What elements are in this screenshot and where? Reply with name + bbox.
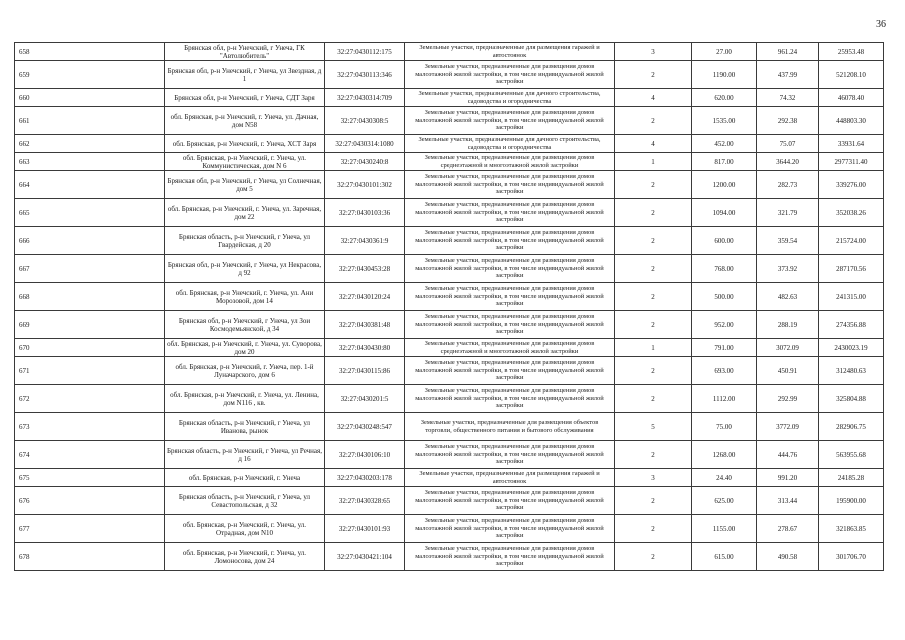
cadastral-number-cell: 32:27:0430308:5 — [325, 107, 405, 135]
record-number-cell: 673 — [15, 413, 165, 441]
table-body — [15, 43, 884, 571]
land-use-cell: Земельные участки, предназначенные для дачного строительства, садоводства и огородничества — [405, 135, 615, 153]
unit-value-cell: 292.99 — [757, 385, 819, 413]
group-cell: 2 — [615, 311, 692, 339]
address-cell: обл. Брянская, р-н Унечский, г. Унеча, ул. Суворова, дом 20 — [165, 339, 325, 357]
record-number-cell: 668 — [15, 283, 165, 311]
record-number-cell: 674 — [15, 441, 165, 469]
area-cell: 1155.00 — [692, 515, 757, 543]
table-row — [15, 89, 884, 107]
area-cell: 693.00 — [692, 357, 757, 385]
group-cell: 2 — [615, 107, 692, 135]
unit-value-cell: 482.63 — [757, 283, 819, 311]
area-cell: 768.00 — [692, 255, 757, 283]
group-cell: 2 — [615, 255, 692, 283]
address-cell: Брянская область, р-н Унечский, г Унеча, ул Иванова, рынок — [165, 413, 325, 441]
record-number-cell: 658 — [15, 43, 165, 61]
unit-value-cell: 74.32 — [757, 89, 819, 107]
land-use-cell: Земельные участки, предназначенные для размещения домов малоэтажной жилой застройки, в том числе индивидуальной жилой застройки — [405, 227, 615, 255]
cadastral-number-cell: 32:27:0430201:5 — [325, 385, 405, 413]
group-cell: 1 — [615, 153, 692, 171]
area-cell: 1268.00 — [692, 441, 757, 469]
group-cell: 5 — [615, 413, 692, 441]
area-cell: 1112.00 — [692, 385, 757, 413]
cadastral-number-cell: 32:27:0430314:709 — [325, 89, 405, 107]
record-number-cell: 662 — [15, 135, 165, 153]
land-use-cell: Земельные участки, предназначенные для размещения домов малоэтажной жилой застройки, в том числе индивидуальной жилой застройки — [405, 171, 615, 199]
record-number-cell: 678 — [15, 543, 165, 571]
group-cell: 2 — [615, 515, 692, 543]
cadastral-number-cell: 32:27:0430120:24 — [325, 283, 405, 311]
address-cell: обл. Брянская, р-н Унечский, г. Унеча, ул. Дачная, дом N58 — [165, 107, 325, 135]
land-use-cell: Земельные участки, предназначенные для размещения домов малоэтажной жилой застройки, в том числе индивидуальной жилой застройки — [405, 199, 615, 227]
cadastral-value-cell: 2430023.19 — [819, 339, 884, 357]
cadastral-value-cell: 321863.85 — [819, 515, 884, 543]
unit-value-cell: 292.38 — [757, 107, 819, 135]
area-cell: 500.00 — [692, 283, 757, 311]
record-number-cell: 659 — [15, 61, 165, 89]
cadastral-value-cell: 339276.00 — [819, 171, 884, 199]
cadastral-number-cell: 32:27:0430381:48 — [325, 311, 405, 339]
group-cell: 2 — [615, 171, 692, 199]
address-cell: обл. Брянская, р-н Унечский, г. Унеча, пер. 1-й Луначарского, дом 6 — [165, 357, 325, 385]
cadastral-number-cell: 32:27:0430430:80 — [325, 339, 405, 357]
table-row — [15, 357, 884, 385]
group-cell: 3 — [615, 469, 692, 487]
unit-value-cell: 437.99 — [757, 61, 819, 89]
group-cell: 4 — [615, 135, 692, 153]
land-use-cell: Земельные участки, предназначенные для размещения домов малоэтажной жилой застройки, в том числе индивидуальной жилой застройки — [405, 311, 615, 339]
table-row — [15, 255, 884, 283]
record-number-cell: 672 — [15, 385, 165, 413]
land-use-cell: Земельные участки, предназначенные для дачного строительства, садоводства и огородничества — [405, 89, 615, 107]
unit-value-cell: 3772.09 — [757, 413, 819, 441]
table-row — [15, 311, 884, 339]
address-cell: обл. Брянская, р-н Унечский, г. Унеча, ул. Ленина, дом N116 , кв. — [165, 385, 325, 413]
cadastral-value-cell: 46078.40 — [819, 89, 884, 107]
table-row — [15, 441, 884, 469]
unit-value-cell: 961.24 — [757, 43, 819, 61]
cadastral-value-cell: 287170.56 — [819, 255, 884, 283]
cadastral-value-cell: 33931.64 — [819, 135, 884, 153]
area-cell: 791.00 — [692, 339, 757, 357]
cadastral-value-cell: 312480.63 — [819, 357, 884, 385]
area-cell: 625.00 — [692, 487, 757, 515]
cadastral-value-cell: 301706.70 — [819, 543, 884, 571]
table-row — [15, 43, 884, 61]
unit-value-cell: 278.67 — [757, 515, 819, 543]
cadastral-value-cell: 448803.30 — [819, 107, 884, 135]
cadastral-value-cell: 25953.48 — [819, 43, 884, 61]
unit-value-cell: 288.19 — [757, 311, 819, 339]
land-use-cell: Земельные участки, предназначенные для размещения домов малоэтажной жилой застройки, в том числе индивидуальной жилой застройки — [405, 283, 615, 311]
record-number-cell: 664 — [15, 171, 165, 199]
cadastral-value-cell: 352038.26 — [819, 199, 884, 227]
record-number-cell: 663 — [15, 153, 165, 171]
group-cell: 4 — [615, 89, 692, 107]
table-row — [15, 227, 884, 255]
group-cell: 1 — [615, 339, 692, 357]
address-cell: Брянская обл, р-н Унечский, г Унеча, ул Солнечная, дом 5 — [165, 171, 325, 199]
land-use-cell: Земельные участки, предназначенные для размещения домов малоэтажной жилой застройки, в том числе индивидуальной жилой застройки — [405, 385, 615, 413]
cadastral-value-cell: 563955.68 — [819, 441, 884, 469]
cadastral-value-cell: 241315.00 — [819, 283, 884, 311]
cadastral-number-cell: 32:27:0430103:36 — [325, 199, 405, 227]
address-cell: обл. Брянская, р-н Унечский, г. Унеча, ул. Ани Морозовой, дом 14 — [165, 283, 325, 311]
unit-value-cell: 3072.09 — [757, 339, 819, 357]
cadastral-value-cell: 195900.00 — [819, 487, 884, 515]
table-row — [15, 153, 884, 171]
cadastral-number-cell: 32:27:0430248:547 — [325, 413, 405, 441]
cadastral-value-cell: 215724.00 — [819, 227, 884, 255]
cadastral-number-cell: 32:27:0430115:86 — [325, 357, 405, 385]
land-use-cell: Земельные участки, предназначенные для размещения домов малоэтажной жилой застройки, в том числе индивидуальной жилой застройки — [405, 441, 615, 469]
address-cell: Брянская обл, р-н Унечский, г Унеча, ул Зои Космодемьянской, д 34 — [165, 311, 325, 339]
record-number-cell: 665 — [15, 199, 165, 227]
cadastral-number-cell: 32:27:0430314:1080 — [325, 135, 405, 153]
group-cell: 2 — [615, 227, 692, 255]
table-row — [15, 135, 884, 153]
table-row — [15, 199, 884, 227]
land-use-cell: Земельные участки, предназначенные для размещения домов среднеэтажной и многоэтажной жилой застройки — [405, 339, 615, 357]
cadastral-number-cell: 32:27:0430361:9 — [325, 227, 405, 255]
area-cell: 952.00 — [692, 311, 757, 339]
group-cell: 2 — [615, 357, 692, 385]
cadastral-number-cell: 32:27:0430101:302 — [325, 171, 405, 199]
cadastral-number-cell: 32:27:0430453:28 — [325, 255, 405, 283]
unit-value-cell: 991.20 — [757, 469, 819, 487]
land-use-cell: Земельные участки, предназначенные для размещения объектов торговли, общественного питания и бытового обслуживания — [405, 413, 615, 441]
land-use-cell: Земельные участки, предназначенные для размещения домов малоэтажной жилой застройки, в том числе индивидуальной жилой застройки — [405, 487, 615, 515]
area-cell: 1535.00 — [692, 107, 757, 135]
cadastral-number-cell: 32:27:0430101:93 — [325, 515, 405, 543]
cadastral-value-cell: 274356.88 — [819, 311, 884, 339]
unit-value-cell: 282.73 — [757, 171, 819, 199]
unit-value-cell: 450.91 — [757, 357, 819, 385]
record-number-cell: 661 — [15, 107, 165, 135]
cadastral-value-cell: 521208.10 — [819, 61, 884, 89]
group-cell: 2 — [615, 487, 692, 515]
cadastral-value-cell: 2977311.40 — [819, 153, 884, 171]
area-cell: 1190.00 — [692, 61, 757, 89]
record-number-cell: 676 — [15, 487, 165, 515]
record-number-cell: 675 — [15, 469, 165, 487]
table-row — [15, 61, 884, 89]
record-number-cell: 660 — [15, 89, 165, 107]
area-cell: 1094.00 — [692, 199, 757, 227]
record-number-cell: 667 — [15, 255, 165, 283]
area-cell: 615.00 — [692, 543, 757, 571]
address-cell: обл. Брянская, р-н Унечский, г. Унеча, ул. Отрадная, дом N10 — [165, 515, 325, 543]
unit-value-cell: 313.44 — [757, 487, 819, 515]
table-row — [15, 487, 884, 515]
record-number-cell: 669 — [15, 311, 165, 339]
table-row — [15, 171, 884, 199]
record-number-cell: 666 — [15, 227, 165, 255]
area-cell: 75.00 — [692, 413, 757, 441]
land-use-cell: Земельные участки, предназначенные для размещения домов малоэтажной жилой застройки, в том числе индивидуальной жилой застройки — [405, 543, 615, 571]
record-number-cell: 670 — [15, 339, 165, 357]
unit-value-cell: 75.07 — [757, 135, 819, 153]
unit-value-cell: 321.79 — [757, 199, 819, 227]
land-use-cell: Земельные участки, предназначенные для размещения домов малоэтажной жилой застройки, в том числе индивидуальной жилой застройки — [405, 61, 615, 89]
address-cell: Брянская область, р-н Унечский, г Унеча, ул Речная, д 16 — [165, 441, 325, 469]
address-cell: Брянская обл, р-н Унечский, г Унеча, ГК "Автолюбитель" — [165, 43, 325, 61]
table-row — [15, 543, 884, 571]
area-cell: 600.00 — [692, 227, 757, 255]
group-cell: 2 — [615, 61, 692, 89]
cadastral-number-cell: 32:27:0430112:175 — [325, 43, 405, 61]
cadastral-value-cell: 24185.28 — [819, 469, 884, 487]
group-cell: 2 — [615, 199, 692, 227]
cadastral-value-cell: 325804.88 — [819, 385, 884, 413]
table-row — [15, 385, 884, 413]
address-cell: Брянская область, р-н Унечский, г Унеча, ул Севастопольская, д 32 — [165, 487, 325, 515]
address-cell: обл. Брянская, р-н Унечский, г. Унеча, ХСТ Заря — [165, 135, 325, 153]
cadastral-number-cell: 32:27:0430113:346 — [325, 61, 405, 89]
record-number-cell: 677 — [15, 515, 165, 543]
address-cell: обл. Брянская, р-н Унечский, г. Унеча, ул. Коммунистическая, дом N 6 — [165, 153, 325, 171]
area-cell: 1200.00 — [692, 171, 757, 199]
group-cell: 2 — [615, 441, 692, 469]
page-number: 36 — [876, 19, 886, 30]
table-row — [15, 107, 884, 135]
address-cell: обл. Брянская, р-н Унечский, г. Унеча — [165, 469, 325, 487]
area-cell: 27.00 — [692, 43, 757, 61]
cadastral-value-cell: 282906.75 — [819, 413, 884, 441]
table-row — [15, 469, 884, 487]
group-cell: 3 — [615, 43, 692, 61]
group-cell: 2 — [615, 543, 692, 571]
area-cell: 620.00 — [692, 89, 757, 107]
land-use-cell: Земельные участки, предназначенные для размещения домов среднеэтажной и многоэтажной жилой застройки — [405, 153, 615, 171]
land-use-cell: Земельные участки, предназначенные для размещения домов малоэтажной жилой застройки, в том числе индивидуальной жилой застройки — [405, 515, 615, 543]
land-use-cell: Земельные участки, предназначенные для размещения гаражей и автостоянок — [405, 469, 615, 487]
unit-value-cell: 373.92 — [757, 255, 819, 283]
unit-value-cell: 3644.20 — [757, 153, 819, 171]
land-use-cell: Земельные участки, предназначенные для размещения домов малоэтажной жилой застройки, в том числе индивидуальной жилой застройки — [405, 255, 615, 283]
table-row — [15, 515, 884, 543]
unit-value-cell: 444.76 — [757, 441, 819, 469]
land-use-cell: Земельные участки, предназначенные для размещения домов малоэтажной жилой застройки, в том числе индивидуальной жилой застройки — [405, 357, 615, 385]
land-use-cell: Земельные участки, предназначенные для размещения домов малоэтажной жилой застройки, в том числе индивидуальной жилой застройки — [405, 107, 615, 135]
area-cell: 24.40 — [692, 469, 757, 487]
table-row — [15, 413, 884, 441]
area-cell: 817.00 — [692, 153, 757, 171]
address-cell: обл. Брянская, р-н Унечский, г. Унеча, ул. Заречная, дом 22 — [165, 199, 325, 227]
address-cell: Брянская обл, р-н Унечский, г Унеча, ул Звездная, д 1 — [165, 61, 325, 89]
cadastral-number-cell: 32:27:0430240:8 — [325, 153, 405, 171]
group-cell: 2 — [615, 283, 692, 311]
address-cell: Брянская обл, р-н Унечский, г Унеча, ул Некрасова, д 92 — [165, 255, 325, 283]
unit-value-cell: 359.54 — [757, 227, 819, 255]
cadastral-number-cell: 32:27:0430328:65 — [325, 487, 405, 515]
address-cell: обл. Брянская, р-н Унечский, г. Унеча, ул. Ломоносова, дом 24 — [165, 543, 325, 571]
group-cell: 2 — [615, 385, 692, 413]
table-row — [15, 283, 884, 311]
cadastral-number-cell: 32:27:0430421:104 — [325, 543, 405, 571]
unit-value-cell: 490.58 — [757, 543, 819, 571]
area-cell: 452.00 — [692, 135, 757, 153]
cadastral-number-cell: 32:27:0430203:178 — [325, 469, 405, 487]
cadastral-number-cell: 32:27:0430106:10 — [325, 441, 405, 469]
address-cell: Брянская обл, р-н Унечский, г Унеча, СДТ Заря — [165, 89, 325, 107]
table-row — [15, 339, 884, 357]
land-use-cell: Земельные участки, предназначенные для размещения гаражей и автостоянок — [405, 43, 615, 61]
land-register-table — [14, 42, 884, 571]
address-cell: Брянская область, р-н Унечский, г Унеча, ул Гвардейская, д 20 — [165, 227, 325, 255]
record-number-cell: 671 — [15, 357, 165, 385]
